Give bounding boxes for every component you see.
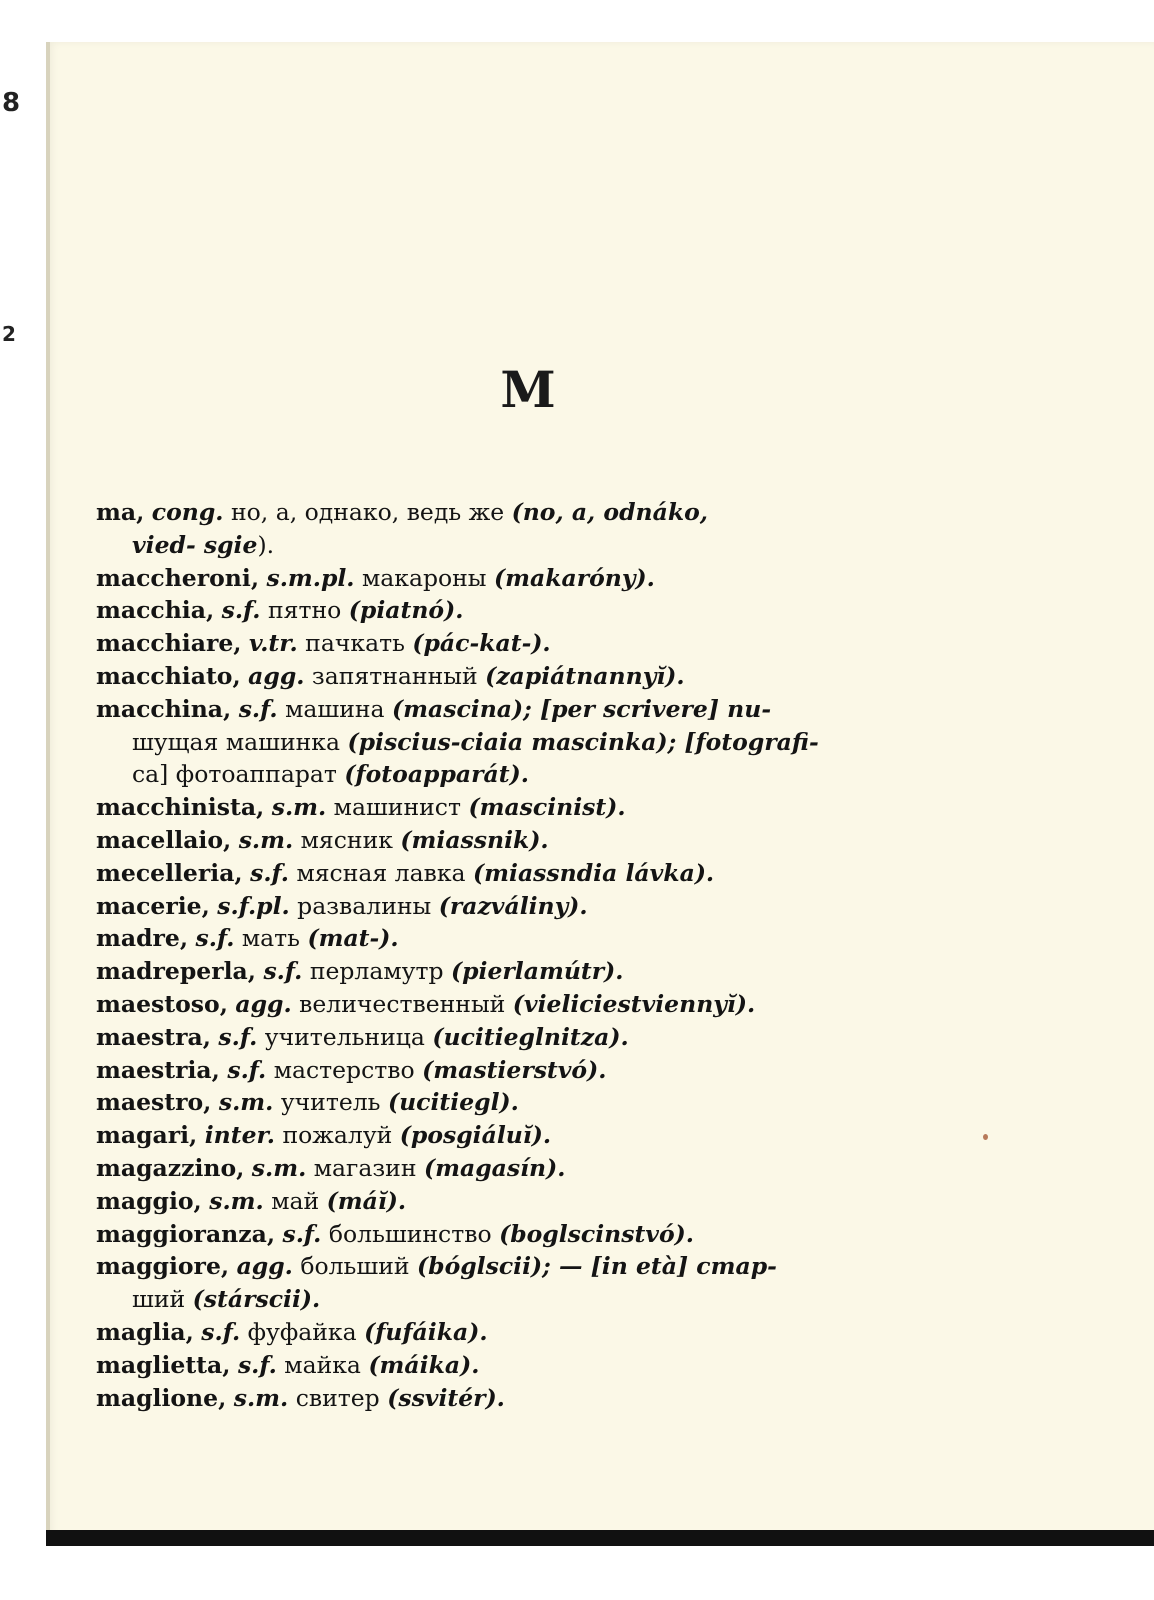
entry-headword: maggio, <box>96 1186 202 1215</box>
entry-translation: пачкать <box>305 629 405 658</box>
entry-headword: macchiato, <box>96 661 241 690</box>
dictionary-entry <box>96 562 926 595</box>
dictionary-entry <box>96 1218 926 1251</box>
entry-grammar-label: inter. <box>204 1121 275 1150</box>
dictionary-entry <box>96 1185 926 1218</box>
entry-headword: macchia, <box>96 596 215 625</box>
entry-headword: maglia, <box>96 1317 194 1346</box>
entry-grammar-label: s.f. <box>237 1350 277 1379</box>
entry-grammar-label: s.f. <box>263 957 303 986</box>
letter-heading: M <box>500 360 556 419</box>
entry-translation: май <box>271 1186 320 1215</box>
entry-translation: больший <box>300 1252 410 1281</box>
entry-translation: большинство <box>328 1219 492 1248</box>
entry-transliteration: (razváliny). <box>438 891 588 920</box>
margin-mark-middle: 2 <box>2 322 16 346</box>
dictionary-entry <box>96 791 926 824</box>
entry-translation: учительница <box>264 1022 425 1051</box>
entry-transliteration: (magasín). <box>424 1153 566 1182</box>
entry-grammar-label: agg. <box>236 1252 293 1281</box>
entry-translation: макароны <box>361 563 487 592</box>
dictionary-entry <box>96 627 926 660</box>
entry-grammar-label: s.m. <box>209 1186 264 1215</box>
dictionary-entry <box>96 824 926 857</box>
entry-continuation-transliteration: vied- sgie <box>132 530 258 559</box>
entry-headword: maglione, <box>96 1383 227 1412</box>
entry-grammar-label: s.m.pl. <box>266 563 355 592</box>
entry-headword: macellaio, <box>96 825 232 854</box>
entry-headword: mecelleria, <box>96 858 243 887</box>
entry-translation: пятно <box>267 596 342 625</box>
entry-translation: мать <box>241 924 300 953</box>
entry-grammar-label: s.f. <box>250 858 289 887</box>
entry-translation: пожалуй <box>282 1121 393 1150</box>
entry-transliteration: (ucitieglnitza). <box>432 1022 629 1051</box>
dictionary-entry <box>96 1250 926 1316</box>
dictionary-entry <box>96 890 926 923</box>
entry-headword: madre, <box>96 924 189 953</box>
entry-headword: maestra, <box>96 1022 211 1051</box>
entry-headword: maestoso, <box>96 989 228 1018</box>
entry-grammar-label: s.f. <box>238 694 278 723</box>
dictionary-entry <box>96 1382 926 1415</box>
entry-grammar-label: s.f. <box>221 596 261 625</box>
dictionary-entry <box>96 1021 926 1054</box>
entry-headword: magari, <box>96 1121 198 1150</box>
entry-headword: macchina, <box>96 694 232 723</box>
entry-grammar-label: s.m. <box>238 825 294 854</box>
book-cover-edge <box>46 1530 1154 1546</box>
entry-headword: maestro, <box>96 1088 212 1117</box>
entry-translation: фуфайка <box>247 1317 357 1346</box>
dictionary-entry <box>96 922 926 955</box>
dictionary-entry <box>96 988 926 1021</box>
entry-translation: мясная лавка <box>296 858 466 887</box>
background-surface <box>0 0 50 1600</box>
entry-grammar-label: s.m. <box>271 793 327 822</box>
entry-translation: развалины <box>297 891 432 920</box>
entry-translation: перламутр <box>309 957 444 986</box>
entry-continuation-tail: ). <box>257 530 275 559</box>
entry-grammar-label: s.f. <box>195 924 235 953</box>
entry-grammar-label: v.tr. <box>248 629 298 658</box>
entry-headword: macerie, <box>96 891 210 920</box>
entry-translation: мастерство <box>273 1055 415 1084</box>
dictionary-entry <box>96 594 926 627</box>
entry-continuation-translation: ca] фотоаппарат <box>132 760 337 789</box>
dictionary-entry <box>96 693 926 791</box>
entry-transliteration: (mascinist). <box>468 793 626 822</box>
entry-transliteration: (makaróny). <box>494 563 655 592</box>
entry-translation: но, а, однако, ведь же <box>230 498 505 526</box>
entry-continuation-transliteration: (fotoapparát). <box>344 760 529 789</box>
entry-translation: майка <box>284 1350 361 1379</box>
entry-translation: запятнанный <box>311 661 478 690</box>
entry-headword: maglietta, <box>96 1350 231 1379</box>
entry-grammar-label: s.m. <box>251 1153 307 1182</box>
entry-transliteration: (mastierstvó). <box>422 1055 607 1084</box>
dictionary-entry <box>96 1152 926 1185</box>
dictionary-entry <box>96 1316 926 1349</box>
dictionary-entry <box>96 1119 926 1152</box>
entry-continuation-translation: ший <box>132 1285 186 1314</box>
entry-headword: maccheroni, <box>96 563 259 592</box>
entry-transliteration: (bóglscii); — [in età] стар- <box>417 1252 777 1281</box>
dictionary-entry <box>96 955 926 988</box>
entry-headword: ma, <box>96 498 145 526</box>
entry-grammar-label: cong. <box>151 498 224 526</box>
entry-transliteration: (ucitiegl). <box>387 1088 519 1117</box>
entry-transliteration: (pác-kat-). <box>412 629 551 658</box>
entry-headword: macchinista, <box>96 793 265 822</box>
entry-grammar-label: s.m. <box>218 1088 274 1117</box>
entry-continuation-transliteration: (piscius-ciaia mascinka); [fotografi- <box>347 727 819 756</box>
entry-transliteration: (miassndia lávka). <box>473 858 715 887</box>
dictionary-entry <box>96 1349 926 1382</box>
entry-transliteration: (máika). <box>368 1350 480 1379</box>
entry-grammar-label: s.f. <box>201 1317 241 1346</box>
entry-headword: magazzino, <box>96 1153 245 1182</box>
entry-continuation-transliteration: (stárscii). <box>192 1285 321 1314</box>
dictionary-entry <box>96 1054 926 1087</box>
entry-transliteration: (fufáika). <box>364 1317 488 1346</box>
entry-headword: maggiore, <box>96 1252 230 1281</box>
margin-mark-top: 8 <box>2 88 21 118</box>
dictionary-entry <box>96 496 926 562</box>
entry-transliteration: (posgiáluĭ). <box>399 1121 552 1150</box>
entry-transliteration: (no, a, odnáko, <box>511 498 708 526</box>
entry-translation: учитель <box>280 1088 381 1117</box>
entry-grammar-label: s.f.pl. <box>217 891 290 920</box>
entry-grammar-label: s.f. <box>227 1055 267 1084</box>
entry-translation: величественный <box>299 989 506 1018</box>
entry-translation: магазин <box>313 1153 417 1182</box>
entry-translation: свитер <box>295 1383 380 1412</box>
entry-grammar-label: s.m. <box>233 1383 289 1412</box>
entry-headword: maestria, <box>96 1055 220 1084</box>
entry-headword: macchiare, <box>96 629 242 658</box>
paper-speck <box>983 1134 988 1140</box>
entry-transliteration: (boglscinstvó). <box>499 1219 694 1248</box>
entry-transliteration: (miassnik). <box>400 825 549 854</box>
entry-transliteration: (mascina); [per scrivere] пи- <box>392 694 772 723</box>
entry-headword: madreperla, <box>96 957 256 986</box>
dictionary-entry <box>96 660 926 693</box>
entry-transliteration: (piatnó). <box>348 596 464 625</box>
entry-transliteration: (máĭ). <box>326 1186 407 1215</box>
dictionary-entry <box>96 857 926 890</box>
entry-grammar-label: agg. <box>248 661 305 690</box>
entry-headword: maggioranza, <box>96 1219 276 1248</box>
entry-continuation-translation: шущая машинка <box>132 727 340 756</box>
entry-transliteration: (ssvitér). <box>387 1383 505 1412</box>
entry-transliteration: (vieliciestviennyĭ). <box>512 989 756 1018</box>
entry-translation: мясник <box>300 825 393 854</box>
entry-transliteration: (zapiátnannyĭ). <box>485 661 685 690</box>
entry-grammar-label: agg. <box>235 989 292 1018</box>
entry-transliteration: (pierlamútr). <box>451 957 624 986</box>
dictionary-entries <box>96 496 926 1414</box>
entry-translation: машинист <box>333 793 461 822</box>
entry-grammar-label: s.f. <box>282 1219 322 1248</box>
entry-translation: машина <box>285 694 385 723</box>
entry-grammar-label: s.f. <box>218 1022 258 1051</box>
page-edge <box>46 42 50 1538</box>
entry-transliteration: (mat-). <box>307 924 399 953</box>
dictionary-entry <box>96 1086 926 1119</box>
